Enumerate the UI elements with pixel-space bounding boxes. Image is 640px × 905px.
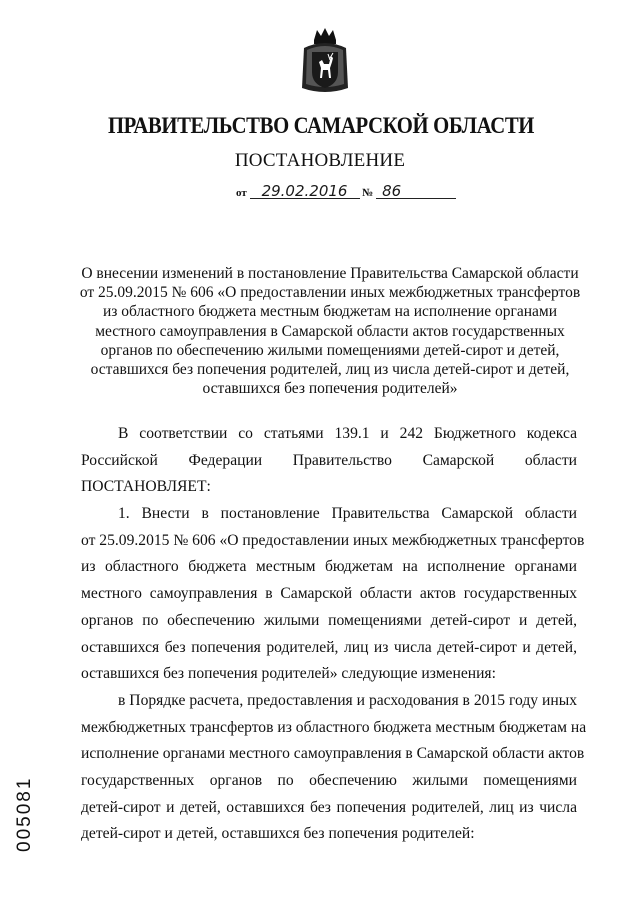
body-line: 1. Внести в постановление Правительства Самарской области (118, 505, 577, 523)
heading-line: из областного бюджета местным бюджетам на исполнение органами (102, 303, 558, 321)
handwritten-number: 86 (376, 184, 456, 199)
body-line: оставшихся без попечения родителей» следующие изменения: (81, 665, 496, 683)
number-prefix: № (362, 187, 374, 199)
side-registration-stamp: 005081 (14, 776, 35, 852)
coat-of-arms-emblem (300, 26, 350, 94)
body-line: из областного бюджета местным бюджетам на исполнение органами (81, 558, 577, 576)
body-line: государственных органов по обеспечению жилыми помещениями (81, 771, 577, 789)
document-heading (70, 264, 590, 398)
body-line: детей-сирот и детей, оставшихся без попечения родителей: (81, 825, 475, 843)
handwritten-date: 29.02.2016 (250, 184, 360, 199)
organization-title: ПРАВИТЕЛЬСТВО САМАРСКОЙ ОБЛАСТИ (107, 113, 535, 138)
body-line: местного самоуправления в Самарской области актов государственных (81, 585, 577, 603)
date-prefix: от (236, 187, 247, 199)
document-body (81, 421, 587, 848)
body-line: исполнение органами местного самоуправления в Самарской области актов (81, 745, 585, 763)
body-line: межбюджетных трансфертов из областного бюджета местным бюджетам на (81, 718, 587, 736)
heading-line: местного самоуправления в Самарской области актов государственных (95, 322, 565, 340)
body-line: Российской Федерации Правительство Самарской области (81, 451, 577, 469)
heading-line: оставшихся без попечения родителей» (202, 380, 458, 398)
body-line: оставшихся без попечения родителей, лиц из числа детей-сирот и детей, (81, 638, 577, 656)
body-line: В соответствии со статьями 139.1 и 242 Бюджетного кодекса (118, 425, 577, 442)
body-line: ПОСТАНОВЛЯЕТ: (81, 478, 211, 496)
document-type: ПОСТАНОВЛЕНИЕ (234, 150, 406, 171)
heading-line: оставшихся без попечения родителей, лиц из числа детей-сирот и детей, (90, 361, 570, 379)
heading-line: органов по обеспечению жилыми помещениями детей-сирот и детей, (100, 341, 560, 359)
body-line: в Порядке расчета, предоставления и расходования в 2015 году иных (118, 691, 577, 709)
body-line: детей-сирот и детей, оставшихся без попечения родителей, лиц из числа (81, 798, 577, 816)
heading-line: от 25.09.2015 № 606 «О предоставлении иных межбюджетных трансфертов (79, 284, 581, 302)
date-number-line (236, 184, 456, 199)
heading-line: О внесении изменений в постановление Правительства Самарской области (81, 265, 579, 282)
body-line: органов по обеспечению жилыми помещениями детей-сирот и детей, (81, 611, 577, 629)
body-line: от 25.09.2015 № 606 «О предоставлении иных межбюджетных трансфертов (81, 531, 585, 549)
